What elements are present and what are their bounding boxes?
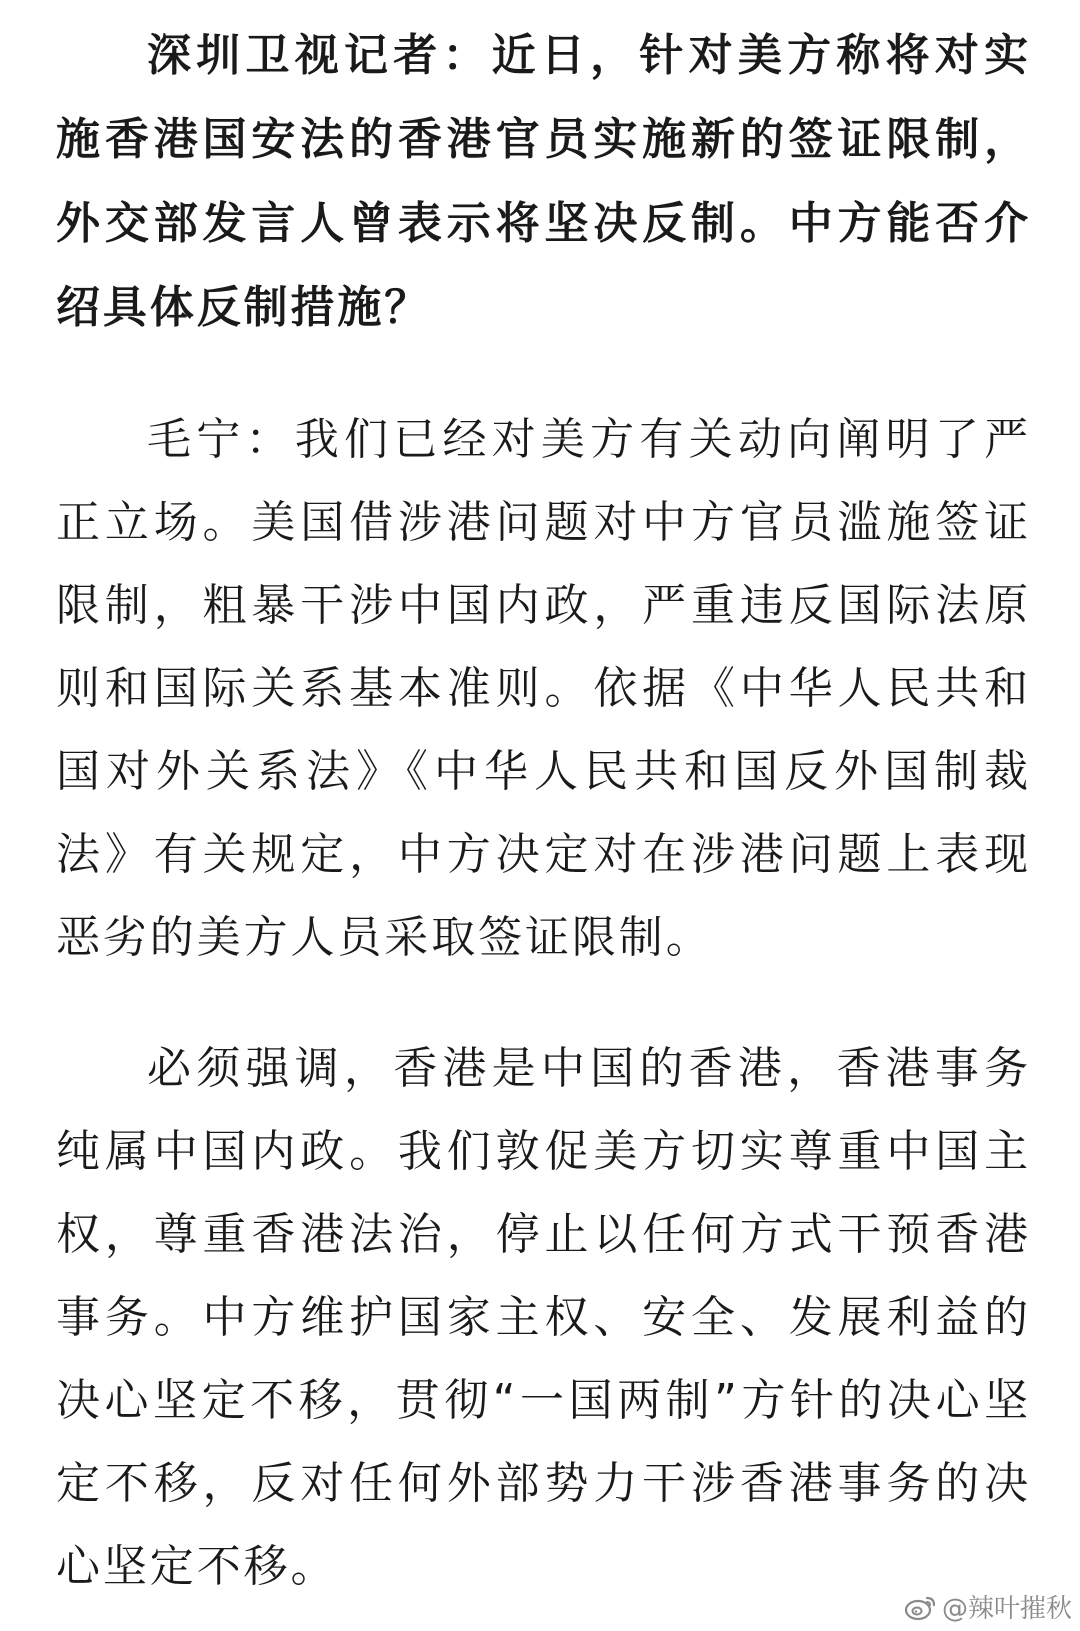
weibo-icon xyxy=(904,1593,938,1621)
emphasis-statement: 必须强调，香港是中国的香港，香港事务纯属中国内政。我们敦促美方切实尊重中国主权，尊重香港法治，停止以任何方式干预香港事务。中方维护国家主权、安全、发展利益的决心坚定不移，贯彻“一国两制”方针的决心坚定不移，反对任何外部势力干涉香港事务的决心坚定不移。 xyxy=(56,1043,1031,1592)
spokesperson-answer: 毛宁：我们已经对美方有关动向阐明了严正立场。美国借涉港问题对中方官员滥施签证限制，粗暴干涉中国内政，严重违反国际法原则和国际关系基本准则。依据《中华人民共和国对外关系法》《中华人民共和国反外国制裁法》有关规定，中方决定对在涉港问题上表现恶劣的美方人员采取签证限制。 xyxy=(56,414,1031,963)
weibo-watermark xyxy=(904,1588,1072,1625)
reporter-question: 深圳卫视记者：近日，针对美方称将对实施香港国安法的香港官员实施新的签证限制，外交部发言人曾表示将坚决反制。中方能否介绍具体反制措施？ xyxy=(56,30,1031,333)
article-body xyxy=(56,0,1031,1608)
watermark-text: @辣叶摧秋 xyxy=(941,1594,1072,1624)
